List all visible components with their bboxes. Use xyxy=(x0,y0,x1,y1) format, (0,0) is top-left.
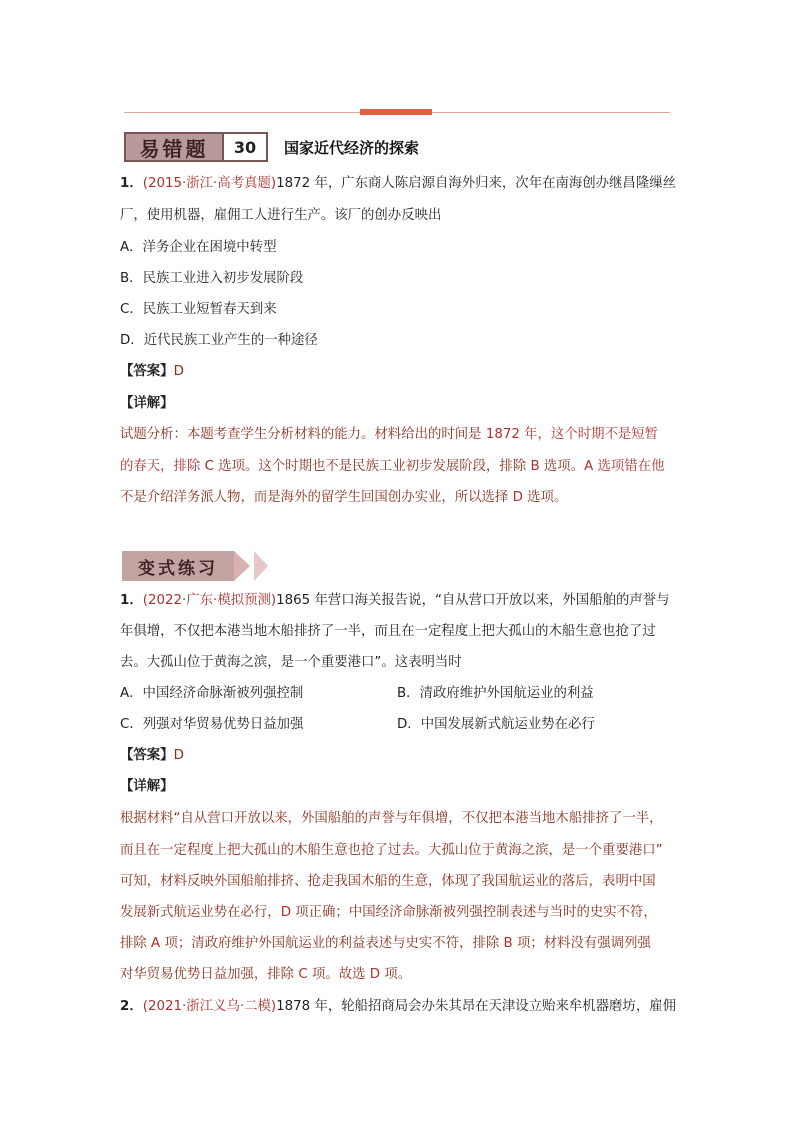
p1-explanation-line6: 对华贸易优势日益加强，排除 C 项。故选 D 项。 xyxy=(120,967,412,982)
top-divider-accent xyxy=(360,109,432,115)
p1-explanation-line1: 根据材料“自从营口开放以来，外国船舶的声誉与年俱增，不仅把本港当地木船排挤了一半， xyxy=(120,811,663,826)
q1-option-a: A．洋务企业在困境中转型 xyxy=(120,240,277,255)
q1-stem-line2: 厂，使用机器，雇佣工人进行生产。该厂的创办反映出 xyxy=(120,208,442,223)
p1-stem-line3: 去。大孤山位于黄海之滨，是一个重要港口”。这表明当时 xyxy=(120,655,462,670)
p1-explanation-line2: 而且在一定程度上把大孤山的木船生意也抢了过去。大孤山位于黄海之滨，是一个重要港口” xyxy=(120,843,663,858)
p1-option-a: A．中国经济命脉渐被列强控制 xyxy=(120,686,304,701)
p2-source: (2021·浙江义乌·二模) xyxy=(142,999,277,1014)
chevron-right-icon xyxy=(254,551,268,581)
p1-answer: 【答案】D xyxy=(120,748,184,763)
practice-banner xyxy=(122,550,268,582)
q1-explanation-line3: 不是介绍洋务派人物，而是海外的留学生回国创办实业，所以选择 D 选项。 xyxy=(120,490,568,505)
p1-option-b: B．清政府维护外国航运业的利益 xyxy=(397,686,594,701)
q1-option-c: C．民族工业短暂春天到来 xyxy=(120,302,277,317)
section-title: 国家近代经济的探索 xyxy=(284,138,420,157)
chevron-right-icon xyxy=(234,551,250,581)
p2-stem-line1: 2．(2021·浙江义乌·二模)1878 年，轮船招商局会办朱其昂在天津设立贻来牟机器磨坊，雇佣 xyxy=(120,999,676,1014)
p1-explanation-line4: 发展新式航运业势在必行，D 项正确；中国经济命脉渐被列强控制表述与当时的史实不符， xyxy=(120,905,657,920)
p1-detail-label: 【详解】 xyxy=(120,779,174,794)
p1-explanation-line3: 可知，材料反映外国船舶排挤、抢走我国木船的生意，体现了我国航运业的落后，表明中国 xyxy=(120,874,656,889)
p1-stem-line2: 年俱增，不仅把本港当地木船排挤了一半，而且在一定程度上把大孤山的木船生意也抢了过 xyxy=(120,624,656,639)
error-topic-badge: 易错题 xyxy=(124,132,224,162)
q1-explanation-line2: 的春天，排除 C 选项。这个时期也不是民族工业初步发展阶段，排除 B 选项。A 选项错在他 xyxy=(120,459,665,474)
topic-number: 30 xyxy=(224,132,268,162)
q1-source: (2015·浙江·高考真题) xyxy=(142,176,277,191)
p1-source: (2022·广东·模拟预测) xyxy=(142,593,277,608)
q1-detail-label: 【详解】 xyxy=(120,396,174,411)
q1-answer: 【答案】D xyxy=(120,364,184,379)
q1-option-d: D．近代民族工业产生的一种途径 xyxy=(120,333,318,348)
q1-option-b: B．民族工业进入初步发展阶段 xyxy=(120,271,304,286)
p1-stem-line1: 1．(2022·广东·模拟预测)1865 年营口海关报告说，“自从营口开放以来，外国船舶的声誉与 xyxy=(120,593,670,608)
p1-options-row1 xyxy=(120,684,680,704)
q1-stem-line1: 1．(2015·浙江·高考真题)1872 年，广东商人陈启源自海外归来，次年在南海创办继昌隆缫丝 xyxy=(120,176,676,191)
p1-options-row2 xyxy=(120,715,680,735)
section-header xyxy=(124,130,419,164)
p1-option-c: C．列强对华贸易优势日益加强 xyxy=(120,717,304,732)
q1-explanation-line1: 试题分析：本题考查学生分析材料的能力。材料给出的时间是 1872 年，这个时期不是短暂 xyxy=(120,427,659,442)
p1-option-d: D．中国发展新式航运业势在必行 xyxy=(397,717,595,732)
p1-explanation-line5: 排除 A 项；清政府维护外国航运业的利益表述与史实不符，排除 B 项；材料没有强调列强 xyxy=(120,936,651,951)
practice-banner-label: 变式练习 xyxy=(122,551,234,581)
